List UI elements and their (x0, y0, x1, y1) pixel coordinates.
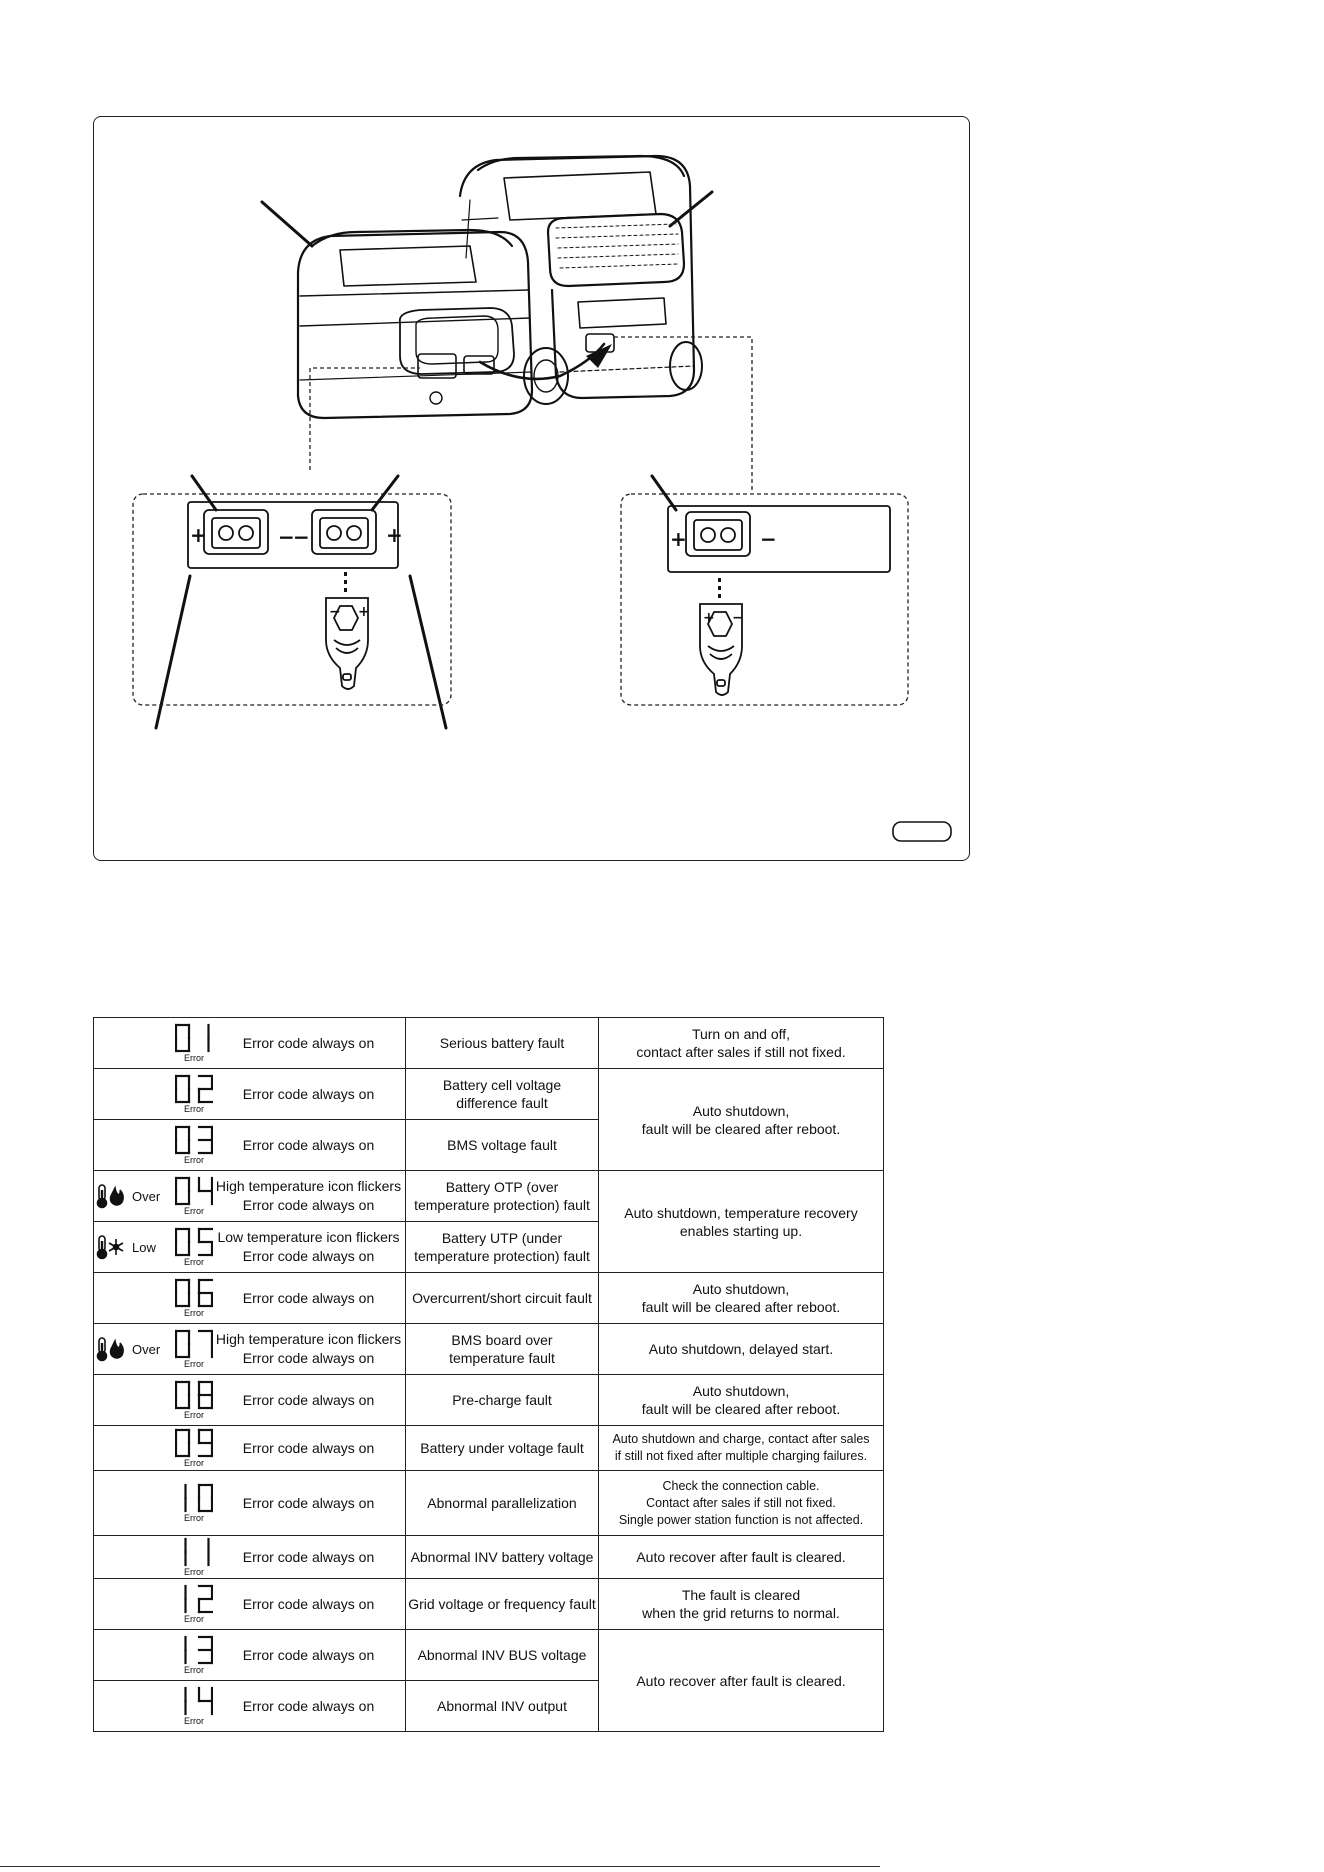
resolution-cell (599, 1375, 884, 1426)
resolution-line: Auto shutdown and charge, contact after sales (612, 1432, 870, 1446)
error-code-caption: Error (184, 1257, 204, 1267)
error-code-row (94, 1069, 884, 1120)
resolution-cell (599, 1324, 884, 1375)
error-code-display (174, 1635, 214, 1675)
fault-description-cell (406, 1471, 599, 1536)
fault-description-line: Grid voltage or frequency fault (408, 1596, 596, 1612)
error-code-display (174, 1483, 214, 1523)
display-description-line: Error code always on (242, 1034, 375, 1051)
fault-description-line: Abnormal INV BUS voltage (417, 1647, 587, 1663)
display-cell (94, 1630, 406, 1681)
error-code-caption: Error (184, 1665, 204, 1675)
display-cell (94, 1273, 406, 1324)
display-cell (94, 1426, 406, 1471)
resolution-cell (599, 1630, 884, 1732)
resolution-line: Auto shutdown, temperature recovery (624, 1204, 858, 1221)
display-cell (94, 1018, 406, 1069)
fault-description-cell (406, 1536, 599, 1579)
seven-segment-code-icon (175, 1428, 213, 1458)
seven-segment-code-icon (175, 1227, 213, 1257)
resolution-line: Turn on and off, (691, 1026, 791, 1042)
display-description (214, 1391, 405, 1410)
fault-description-cell (406, 1069, 599, 1120)
error-code-display (174, 1125, 214, 1165)
display-cell (94, 1471, 406, 1536)
fault-description-line: Abnormal INV output (437, 1698, 567, 1714)
error-code-display (174, 1686, 214, 1726)
error-code-row (94, 1630, 884, 1681)
display-description-line: Error code always on (242, 1548, 375, 1565)
error-code-table-body (94, 1018, 884, 1732)
error-code-display (174, 1380, 214, 1420)
error-code-caption: Error (184, 1053, 204, 1063)
error-code-row (94, 1171, 884, 1222)
error-code-row (94, 1471, 884, 1536)
error-code-row (94, 1536, 884, 1579)
display-description-line: Error code always on (242, 1646, 375, 1663)
fault-description-line: Overcurrent/short circuit fault (412, 1290, 592, 1306)
polarity-plus-right: + (386, 523, 403, 547)
right-port-detail (621, 494, 908, 705)
fault-description-cell (406, 1018, 599, 1069)
resolution-line: Auto shutdown, (692, 1383, 790, 1399)
resolution-line: Auto recover after fault is cleared. (636, 1549, 846, 1565)
error-code-table (93, 1017, 884, 1732)
resolution-cell (599, 1069, 884, 1171)
error-code-display (174, 1176, 214, 1216)
error-code-display (174, 1584, 214, 1624)
fault-description-line: Battery cell voltage (442, 1077, 562, 1093)
error-code-caption: Error (184, 1513, 204, 1523)
display-description (214, 1646, 405, 1665)
thermometer-flame-icon (96, 1183, 126, 1209)
display-description (214, 1289, 405, 1308)
display-cell (94, 1375, 406, 1426)
resolution-line: contact after sales if still not fixed. (636, 1044, 846, 1060)
display-description (214, 1697, 405, 1716)
thermometer-snowflake-icon (96, 1234, 126, 1260)
fault-description-cell (406, 1222, 599, 1273)
left-port-detail (133, 494, 451, 705)
polarity-minus-left-a: − (278, 525, 295, 549)
resolution-cell (599, 1536, 884, 1579)
display-description-line: Error code always on (242, 1391, 375, 1408)
plug-plus-right: + (703, 610, 715, 626)
fault-description-cell (406, 1681, 599, 1732)
port-minus: − (760, 527, 777, 551)
display-cell (94, 1579, 406, 1630)
display-description (214, 1548, 405, 1567)
display-description-line: Error code always on (242, 1494, 375, 1511)
display-description (214, 1330, 405, 1368)
display-description-line: Error code always on (242, 1350, 375, 1366)
fault-description-cell (406, 1426, 599, 1471)
display-description (214, 1494, 405, 1513)
resolution-line: Auto shutdown, delayed start. (648, 1341, 834, 1357)
error-code-row (94, 1018, 884, 1069)
display-cell (94, 1120, 406, 1171)
expansion-battery-illustration (298, 230, 532, 418)
resolution-line: fault will be cleared after reboot. (641, 1401, 841, 1417)
polarity-minus-left-b: − (293, 525, 310, 549)
resolution-cell (599, 1171, 884, 1273)
display-description-line: Error code always on (242, 1595, 375, 1612)
seven-segment-code-icon (175, 1635, 213, 1665)
resolution-line: Auto shutdown, (692, 1281, 790, 1297)
display-description (214, 1228, 405, 1266)
fault-description-cell (406, 1120, 599, 1171)
display-description (214, 1085, 405, 1104)
display-description (214, 1439, 405, 1458)
seven-segment-code-icon (175, 1074, 213, 1104)
display-description-line: Error code always on (242, 1289, 375, 1306)
fault-description-cell (406, 1579, 599, 1630)
resolution-line: Contact after sales if still not fixed. (646, 1495, 836, 1510)
display-cell (94, 1536, 406, 1579)
resolution-line: when the grid returns to normal. (642, 1605, 840, 1621)
seven-segment-code-icon (175, 1537, 213, 1567)
seven-segment-code-icon (175, 1278, 213, 1308)
seven-segment-code-icon (175, 1176, 213, 1206)
error-code-display (174, 1428, 214, 1468)
plug-plus: + (358, 604, 370, 620)
display-cell (94, 1171, 406, 1222)
resolution-line: Auto shutdown, (692, 1102, 790, 1119)
resolution-line: The fault is cleared (681, 1587, 801, 1603)
display-cell (94, 1681, 406, 1732)
resolution-line: Auto recover after fault is cleared. (636, 1672, 846, 1689)
resolution-line: enables starting up. (679, 1222, 803, 1239)
error-code-caption: Error (184, 1716, 204, 1726)
display-description-line: Error code always on (242, 1439, 375, 1456)
error-code-caption: Error (184, 1458, 204, 1468)
error-code-row (94, 1375, 884, 1426)
fault-description-cell (406, 1324, 599, 1375)
display-description (214, 1595, 405, 1614)
seven-segment-code-icon (175, 1329, 213, 1359)
figure-badge (893, 822, 951, 841)
fault-description-line: temperature protection) fault (414, 1248, 590, 1264)
display-cell (94, 1069, 406, 1120)
fault-description-line: Battery OTP (over (445, 1179, 559, 1195)
temperature-indicator (94, 1183, 172, 1209)
error-code-display (174, 1023, 214, 1063)
resolution-line: fault will be cleared after reboot. (641, 1299, 841, 1315)
display-description-line: Low temperature icon flickers (217, 1229, 400, 1245)
resolution-line: Check the connection cable. (662, 1478, 820, 1493)
display-description-line: Error code always on (242, 1197, 375, 1213)
polarity-plus-left: + (190, 523, 207, 547)
plug-minus-right: − (732, 610, 744, 626)
error-code-display (174, 1227, 214, 1267)
error-code-display (174, 1074, 214, 1114)
plug-minus: − (329, 604, 341, 620)
error-code-display (174, 1278, 214, 1318)
error-code-caption: Error (184, 1206, 204, 1216)
resolution-cell (599, 1273, 884, 1324)
resolution-cell (599, 1426, 884, 1471)
display-description-line: Error code always on (242, 1136, 375, 1153)
fault-description-line: temperature fault (449, 1350, 555, 1366)
temperature-label: Low (132, 1239, 156, 1255)
seven-segment-code-icon (175, 1686, 213, 1716)
resolution-cell (599, 1471, 884, 1536)
error-code-caption: Error (184, 1104, 204, 1114)
fault-description-line: Abnormal INV battery voltage (410, 1549, 594, 1565)
display-description-line: Error code always on (242, 1248, 375, 1264)
seven-segment-code-icon (175, 1380, 213, 1410)
display-description-line: Error code always on (242, 1697, 375, 1714)
error-code-caption: Error (184, 1410, 204, 1420)
display-description (214, 1177, 405, 1215)
resolution-line: if still not fixed after multiple charging failures. (614, 1449, 868, 1463)
error-code-caption: Error (184, 1359, 204, 1369)
fault-description-cell (406, 1630, 599, 1681)
display-cell (94, 1222, 406, 1273)
fault-description-line: BMS board over (451, 1332, 553, 1348)
resolution-line: fault will be cleared after reboot. (641, 1120, 841, 1137)
seven-segment-code-icon (175, 1023, 213, 1053)
temperature-indicator (94, 1336, 172, 1362)
fault-description-line: temperature protection) fault (414, 1197, 590, 1213)
error-code-row (94, 1579, 884, 1630)
error-code-caption: Error (184, 1308, 204, 1318)
error-code-display (174, 1329, 214, 1369)
error-code-row (94, 1426, 884, 1471)
fault-description-cell (406, 1375, 599, 1426)
resolution-cell (599, 1018, 884, 1069)
connection-diagram (0, 0, 1324, 880)
error-code-row (94, 1273, 884, 1324)
seven-segment-code-icon (175, 1584, 213, 1614)
temperature-label: Over (132, 1341, 161, 1357)
error-code-caption: Error (184, 1155, 204, 1165)
temperature-label: Over (132, 1188, 161, 1204)
fault-description-cell (406, 1171, 599, 1222)
fault-description-line: Battery UTP (under (441, 1230, 563, 1246)
error-code-caption: Error (184, 1567, 204, 1577)
display-description-line: High temperature icon flickers (215, 1178, 402, 1194)
resolution-line: Single power station function is not affected. (618, 1512, 864, 1527)
error-code-display (174, 1537, 214, 1577)
page-footer-rule (0, 1866, 880, 1867)
temperature-indicator (94, 1234, 172, 1260)
fault-description-line: Battery under voltage fault (420, 1440, 584, 1456)
fault-description-line: Serious battery fault (439, 1035, 565, 1051)
display-description-line: High temperature icon flickers (215, 1331, 402, 1347)
display-description (214, 1034, 405, 1053)
callout-leaders (156, 192, 712, 728)
resolution-cell (599, 1579, 884, 1630)
display-description (214, 1136, 405, 1155)
seven-segment-code-icon (175, 1125, 213, 1155)
fault-description-line: Abnormal parallelization (427, 1495, 577, 1511)
error-code-caption: Error (184, 1614, 204, 1624)
fault-description-line: Pre-charge fault (452, 1392, 552, 1408)
display-description-line: Error code always on (242, 1085, 375, 1102)
thermometer-flame-icon (96, 1336, 126, 1362)
seven-segment-code-icon (175, 1483, 213, 1513)
fault-description-cell (406, 1273, 599, 1324)
port-plus: + (670, 527, 687, 551)
power-station-illustration (460, 156, 702, 404)
fault-description-line: BMS voltage fault (447, 1137, 557, 1153)
fault-description-line: difference fault (456, 1095, 548, 1111)
display-cell (94, 1324, 406, 1375)
error-code-row (94, 1324, 884, 1375)
cable-arrow-head (586, 344, 612, 368)
